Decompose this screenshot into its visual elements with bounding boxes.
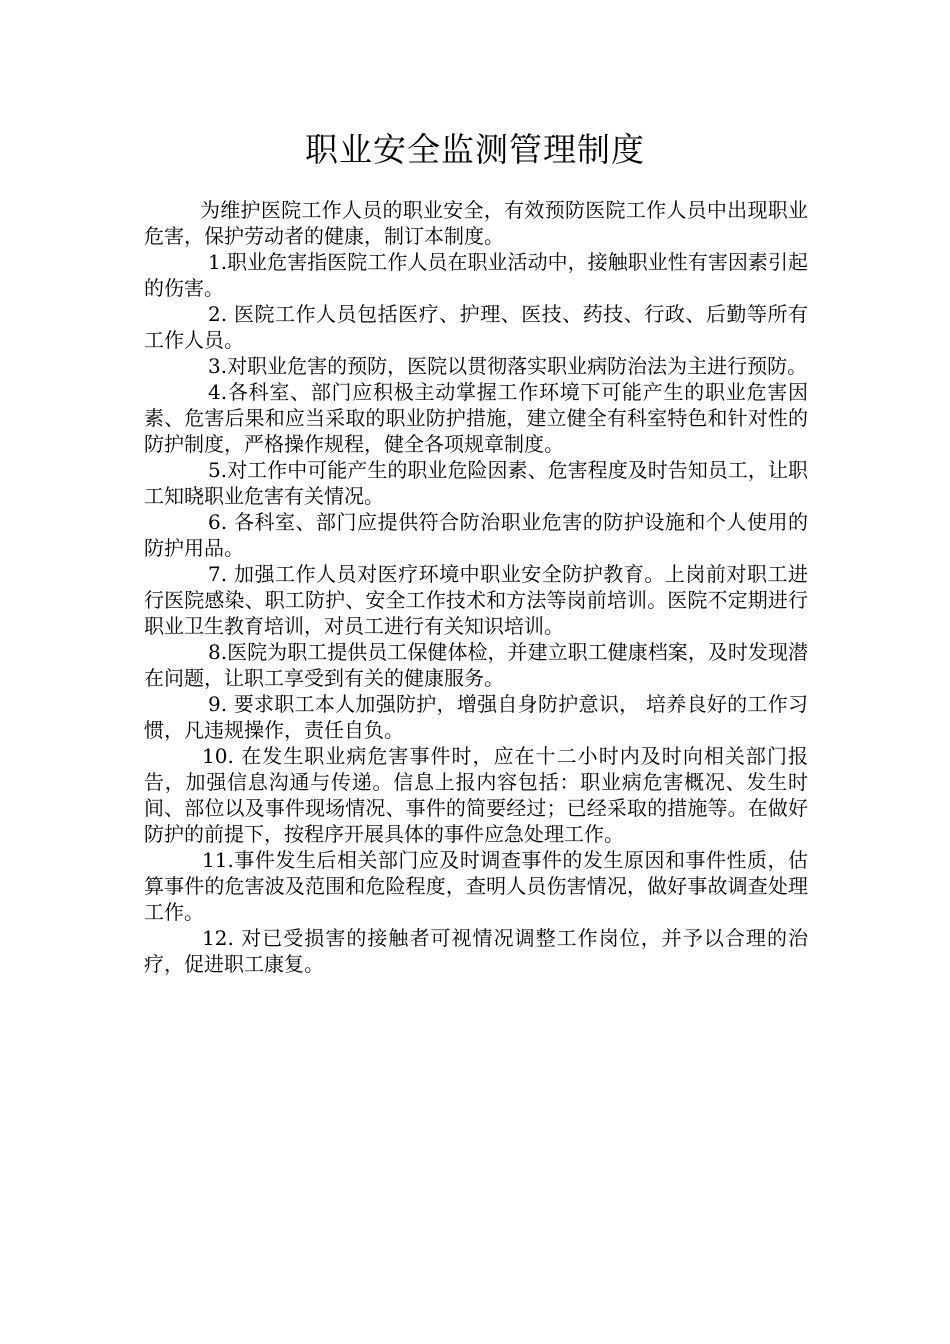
clause-8: 8.医院为职工提供员工保健体检，并建立职工健康档案，及时发现潜在问题，让职工享受到有关的健康服务。 — [144, 640, 808, 690]
clause-9: 9. 要求职工本人加强防护，增强自身防护意识， 培养良好的工作习惯，凡违规操作，责任自负。 — [144, 692, 808, 742]
clause-3: 3.对职业危害的预防，医院以贯彻落实职业病防治法为主进行预防。 — [208, 354, 808, 378]
clause-5: 5.对工作中可能产生的职业危险因素、危害程度及时告知员工，让职工知晓职业危害有关情况。 — [144, 458, 808, 508]
document-title: 职业安全监测管理制度 — [305, 130, 645, 169]
document-body — [144, 197, 808, 977]
clause-12: 12. 对已受损害的接触者可视情况调整工作岗位，并予以合理的治疗，促进职工康复。 — [144, 926, 808, 976]
clause-6: 6. 各科室、部门应提供符合防治职业危害的防护设施和个人使用的防护用品。 — [144, 510, 808, 560]
clause-7: 7. 加强工作人员对医疗环境中职业安全防护教育。上岗前对职工进行医院感染、职工防护、安全工作技术和方法等岗前培训。医院不定期进行职业卫生教育培训，对员工进行有关知识培训。 — [144, 562, 808, 638]
clause-1: 1.职业危害指医院工作人员在职业活动中，接触职业性有害因素引起的伤害。 — [144, 250, 808, 300]
clause-10: 10. 在发生职业病危害事件时，应在十二小时内及时向相关部门报告，加强信息沟通与传递。信息上报内容包括：职业病危害概况、发生时间、部位以及事件现场情况、事件的简要经过；已经采取的措施等。在做好防护的前提下，按程序开展具体的事件应急处理工作。 — [144, 744, 808, 846]
clause-4: 4.各科室、部门应积极主动掌握工作环境下可能产生的职业危害因素、危害后果和应当采取的职业防护措施，建立健全有科室特色和针对性的防护制度，严格操作规程，健全各项规章制度。 — [144, 380, 808, 456]
clause-11: 11.事件发生后相关部门应及时调查事件的发生原因和事件性质，估算事件的危害波及范围和危险程度，查明人员伤害情况，做好事故调查处理工作。 — [144, 848, 808, 924]
intro-paragraph: 为维护医院工作人员的职业安全，有效预防医院工作人员中出现职业危害，保护劳动者的健康，制订本制度。 — [144, 198, 808, 248]
clause-2: 2. 医院工作人员包括医疗、护理、医技、药技、行政、后勤等所有工作人员。 — [144, 302, 808, 352]
